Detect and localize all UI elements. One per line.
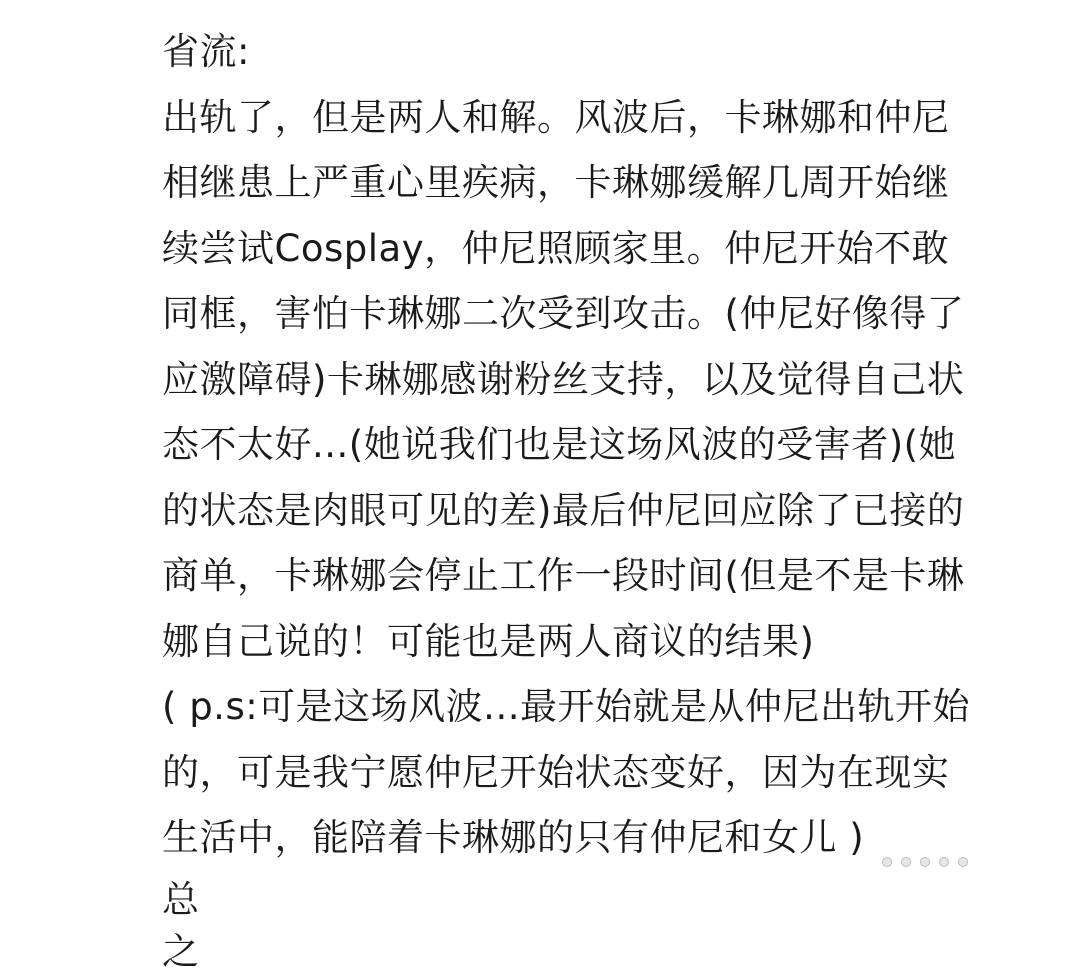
text-line: ( p.s:可是这场风波...最开始就是从仲尼出轨开始 — [162, 685, 970, 728]
text-line: 相继患上严重心里疾病，卡琳娜缓解几周开始继 — [162, 161, 950, 204]
cut-off-text-line — [162, 872, 222, 973]
text-line: 商单，卡琳娜会停止工作一段时间(但是不是卡琳 — [162, 554, 965, 597]
text-line: 省流: — [162, 30, 250, 73]
post-text-body — [162, 26, 1042, 878]
text-line: 态不太好...(她说我们也是这场风波的受害者)(她 — [162, 423, 957, 466]
watermark-dot — [901, 857, 911, 867]
text-line: 同框，害怕卡琳娜二次受到攻击。(仲尼好像得了 — [162, 292, 965, 335]
watermark-dot — [958, 857, 968, 867]
watermark-dot — [939, 857, 949, 867]
watermark-dot — [882, 857, 892, 867]
text-line: 的，可是我宁愿仲尼开始状态变好，因为在现实 — [162, 750, 950, 794]
text-line: 娜自己说的！可能也是两人商议的结果) — [162, 619, 815, 663]
watermark-dot — [920, 857, 930, 867]
text-line: 应激障碍)卡琳娜感谢粉丝支持，以及觉得自己状 — [162, 357, 965, 401]
text-line: 出轨了，但是两人和解。风波后，卡琳娜和仲尼 — [162, 95, 950, 139]
text-line: 生活中，能陪着卡琳娜的只有仲尼和女儿 ) — [162, 816, 865, 859]
text-line: 的状态是肉眼可见的差)最后仲尼回应除了已接的 — [162, 488, 965, 532]
watermark-icon — [882, 857, 968, 867]
text-line: 续尝试Cosplay，仲尼照顾家里。仲尼开始不敢 — [162, 226, 950, 270]
cut-off-text: 总之 — [162, 878, 199, 973]
